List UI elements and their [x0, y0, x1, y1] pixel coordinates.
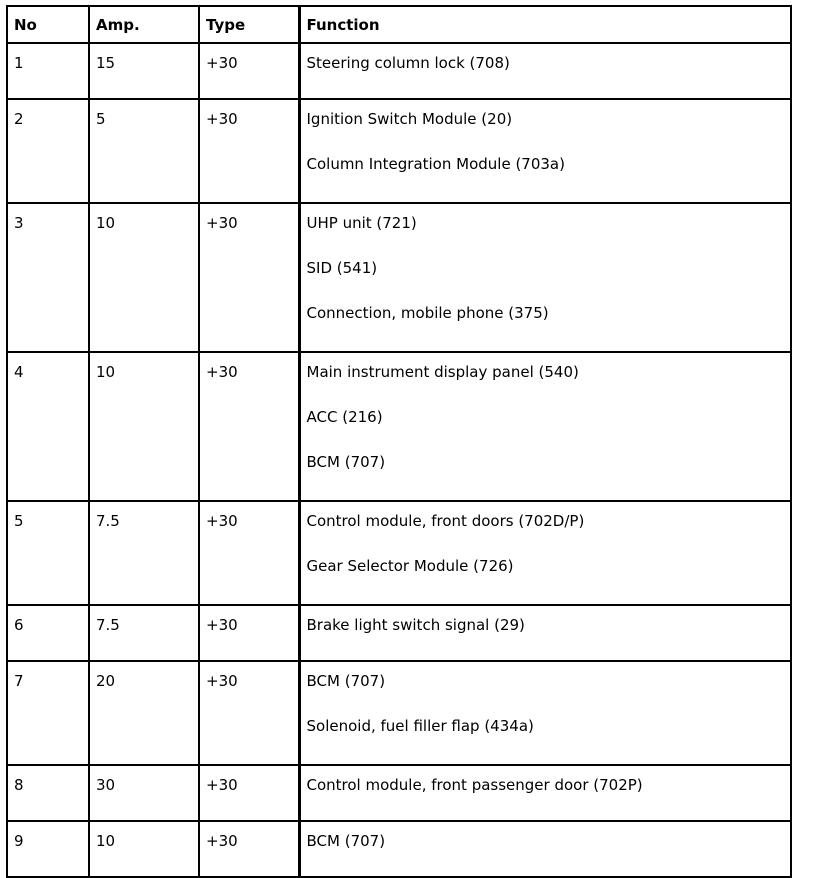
- cell-amp: 10: [89, 352, 199, 501]
- table-row: [7, 99, 791, 203]
- cell-type: +30: [199, 501, 299, 605]
- header-no: No: [7, 6, 89, 43]
- function-line: Ignition Switch Module (20): [306, 110, 513, 128]
- function-line: Main instrument display panel (540): [306, 363, 579, 381]
- cell-function: [299, 203, 791, 352]
- cell-no: 4: [7, 352, 89, 501]
- cell-type: +30: [199, 605, 299, 661]
- function-line: Gear Selector Module (726): [306, 557, 514, 575]
- header-row: [7, 6, 791, 43]
- cell-function: [299, 661, 791, 765]
- cell-amp: 5: [89, 99, 199, 203]
- function-line: Control module, front passenger door (702P): [306, 776, 643, 794]
- cell-no: 6: [7, 605, 89, 661]
- fuse-table: [6, 5, 792, 878]
- table-row: [7, 501, 791, 605]
- cell-amp: 7.5: [89, 605, 199, 661]
- function-line: Connection, mobile phone (375): [306, 304, 549, 322]
- header-function: Function: [299, 6, 791, 43]
- cell-type: +30: [199, 765, 299, 821]
- cell-function: [299, 765, 791, 821]
- cell-type: +30: [199, 821, 299, 877]
- cell-no: 2: [7, 99, 89, 203]
- table-row: [7, 43, 791, 99]
- function-line: BCM (707): [306, 672, 386, 690]
- cell-type: +30: [199, 203, 299, 352]
- cell-function: [299, 605, 791, 661]
- cell-no: 9: [7, 821, 89, 877]
- cell-no: 5: [7, 501, 89, 605]
- cell-no: 7: [7, 661, 89, 765]
- function-line: Column Integration Module (703a): [306, 155, 565, 173]
- cell-function: [299, 501, 791, 605]
- table-row: [7, 352, 791, 501]
- header-amp: Amp.: [89, 6, 199, 43]
- table-body: [7, 43, 791, 877]
- table-row: [7, 203, 791, 352]
- cell-no: 3: [7, 203, 89, 352]
- cell-amp: 10: [89, 821, 199, 877]
- function-line: Steering column lock (708): [306, 54, 510, 72]
- cell-function: [299, 821, 791, 877]
- cell-function: [299, 352, 791, 501]
- cell-amp: 30: [89, 765, 199, 821]
- cell-amp: 15: [89, 43, 199, 99]
- cell-type: +30: [199, 99, 299, 203]
- table-header: [7, 6, 791, 43]
- cell-function: [299, 99, 791, 203]
- table-row: [7, 821, 791, 877]
- header-type: Type: [199, 6, 299, 43]
- function-line: SID (541): [306, 259, 378, 277]
- cell-no: 1: [7, 43, 89, 99]
- cell-amp: 10: [89, 203, 199, 352]
- cell-type: +30: [199, 43, 299, 99]
- function-line: ACC (216): [306, 408, 383, 426]
- table-row: [7, 765, 791, 821]
- cell-function: [299, 43, 791, 99]
- table-row: [7, 661, 791, 765]
- cell-type: +30: [199, 352, 299, 501]
- function-line: BCM (707): [306, 453, 386, 471]
- table-row: [7, 605, 791, 661]
- cell-type: +30: [199, 661, 299, 765]
- function-line: Solenoid, fuel filler flap (434a): [306, 717, 534, 735]
- cell-amp: 20: [89, 661, 199, 765]
- function-line: Control module, front doors (702D/P): [306, 512, 585, 530]
- cell-no: 8: [7, 765, 89, 821]
- cell-amp: 7.5: [89, 501, 199, 605]
- function-line: BCM (707): [306, 832, 386, 850]
- function-line: Brake light switch signal (29): [306, 616, 525, 634]
- function-line: UHP unit (721): [306, 214, 417, 232]
